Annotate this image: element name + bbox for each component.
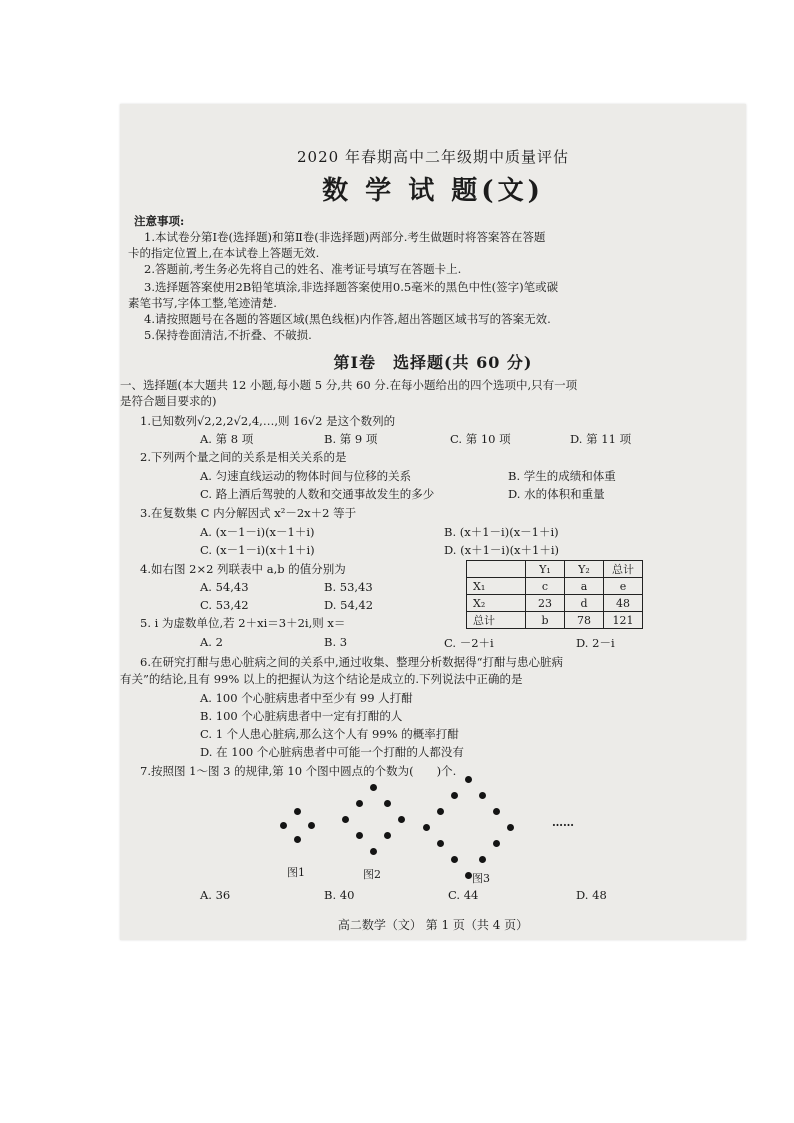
option-a: A. 匀速直线运动的物体时间与位移的关系 (200, 469, 412, 483)
notice-item: 卡的指定位置上,在本试卷上答题无效. (128, 246, 320, 260)
option-c: C. －2＋i (444, 636, 494, 650)
pattern-dot (465, 872, 472, 879)
notice-item: 3.选择题答案使用2B铅笔填涂,非选择题答案使用0.5毫米的黑色中性(签字)笔或碳 (144, 280, 559, 294)
option-b: B. 100 个心脏病患者中一定有打酣的人 (200, 709, 403, 723)
table-cell: Y₁ (526, 561, 565, 578)
question-stem: 6.在研究打酣与患心脏病之间的关系中,通过收集、整理分析数据得“打酣与患心脏病 (140, 655, 564, 669)
pattern-dot (356, 800, 363, 807)
pattern-dot (507, 824, 514, 831)
table-cell: a (565, 578, 604, 595)
page-footer: 高二数学（文） 第 1 页（共 4 页） (337, 918, 529, 932)
table-cell: e (604, 578, 643, 595)
section-intro: 是符合题目要求的) (120, 394, 217, 408)
pattern-dot (356, 832, 363, 839)
question-stem: 7.按照图 1～图 3 的规律,第 10 个图中圆点的个数为( )个. (140, 764, 457, 778)
notice-item: 素笔书写,字体工整,笔迹清楚. (128, 296, 277, 310)
section-intro: 一、选择题(本大题共 12 小题,每小题 5 分,共 60 分.在每小题给出的四个选项中,只有一项 (120, 378, 578, 392)
option-d: D. 54,42 (324, 598, 374, 612)
option-d: D. 第 11 项 (570, 432, 632, 446)
pattern-dot (493, 840, 500, 847)
pattern-dot (370, 848, 377, 855)
option-c: C. 53,42 (200, 598, 249, 612)
pattern-dot (479, 792, 486, 799)
section-heading: 第Ⅰ卷 选择题(共 60 分) (333, 353, 533, 372)
table-cell (467, 561, 526, 578)
option-b: B. 第 9 项 (324, 432, 378, 446)
contingency-table (466, 560, 643, 629)
pattern-dot (342, 816, 349, 823)
pattern-dot (451, 792, 458, 799)
pattern-dot (384, 832, 391, 839)
option-b: B. (x＋1－i)(x－1＋i) (444, 525, 559, 539)
subject-title: 数 学 试 题(文) (322, 176, 544, 206)
option-a: A. 第 8 项 (200, 432, 254, 446)
figure-label: 图3 (472, 872, 490, 885)
option-c: C. 第 10 项 (450, 432, 511, 446)
notice-heading: 注意事项: (134, 214, 185, 228)
question-stem: 有关”的结论,且有 99% 以上的把握认为这个结论是成立的.下列说法中正确的是 (120, 672, 523, 686)
option-b: B. 3 (324, 635, 348, 649)
option-d: D. 水的体积和重量 (508, 487, 605, 501)
option-c: C. 路上酒后驾驶的人数和交通事故发生的多少 (200, 487, 435, 501)
table-cell: 121 (604, 612, 643, 629)
table-cell: 总计 (467, 612, 526, 629)
pattern-dot (437, 808, 444, 815)
option-b: B. 40 (324, 888, 355, 902)
question-stem: 3.在复数集 C 内分解因式 x²－2x＋2 等于 (140, 506, 357, 520)
option-a: A. 54,43 (200, 580, 249, 594)
exam-title: 2020 年春期高中二年级期中质量评估 (297, 148, 569, 166)
figure-label: 图1 (287, 866, 305, 879)
option-a: A. 2 (200, 635, 223, 649)
notice-item: 2.答题前,考生务必先将自己的姓名、准考证号填写在答题卡上. (144, 262, 462, 276)
option-b: B. 53,43 (324, 580, 373, 594)
option-d: D. 2－i (576, 636, 615, 650)
pattern-dot (493, 808, 500, 815)
notice-item: 5.保持卷面清洁,不折叠、不破损. (144, 328, 312, 342)
ellipsis: …… (552, 816, 574, 829)
question-stem: 2.下列两个量之间的关系是相关关系的是 (140, 450, 347, 464)
option-c: C. 44 (448, 888, 479, 902)
pattern-dot (479, 856, 486, 863)
pattern-dot (280, 822, 287, 829)
option-a: A. (x－1－i)(x－1＋i) (200, 525, 315, 539)
pattern-dot (308, 822, 315, 829)
pattern-dot (294, 836, 301, 843)
pattern-dot (437, 840, 444, 847)
table-cell: c (526, 578, 565, 595)
option-a: A. 100 个心脏病患者中至少有 99 人打酣 (200, 691, 413, 705)
table-cell: Y₂ (565, 561, 604, 578)
option-b: B. 学生的成绩和体重 (508, 469, 616, 483)
pattern-dot (465, 776, 472, 783)
question-stem: 1.已知数列√2,2,2√2,4,…,则 16√2 是这个数列的 (140, 414, 396, 428)
table-row (467, 561, 643, 578)
option-c: C. 1 个人患心脏病,那么这个人有 99% 的概率打酣 (200, 727, 459, 741)
table-row (467, 595, 643, 612)
table-cell: b (526, 612, 565, 629)
table-cell: X₂ (467, 595, 526, 612)
option-a: A. 36 (200, 888, 231, 902)
figure-label: 图2 (363, 868, 381, 881)
option-d: D. 48 (576, 888, 607, 902)
pattern-dot (384, 800, 391, 807)
table-row (467, 612, 643, 629)
pattern-dot (423, 824, 430, 831)
pattern-dot (370, 784, 377, 791)
table-cell: X₁ (467, 578, 526, 595)
table-cell: 23 (526, 595, 565, 612)
question-stem: 4.如右图 2×2 列联表中 a,b 的值分别为 (140, 562, 346, 576)
option-d: D. 在 100 个心脏病患者中可能一个打酣的人都没有 (200, 745, 464, 759)
pattern-dot (398, 816, 405, 823)
table-cell: 48 (604, 595, 643, 612)
pattern-dot (451, 856, 458, 863)
table-row (467, 578, 643, 595)
question-stem: 5. i 为虚数单位,若 2＋xi＝3＋2i,则 x＝ (140, 616, 346, 630)
exam-page (120, 104, 746, 940)
option-d: D. (x＋1－i)(x＋1＋i) (444, 543, 560, 557)
pattern-dot (294, 808, 301, 815)
table-cell: d (565, 595, 604, 612)
table-cell: 78 (565, 612, 604, 629)
notice-item: 4.请按照题号在各题的答题区域(黑色线框)内作答,超出答题区域书写的答案无效. (144, 312, 551, 326)
table-cell: 总计 (604, 561, 643, 578)
notice-item: 1.本试卷分第Ⅰ卷(选择题)和第Ⅱ卷(非选择题)两部分.考生做题时将答案答在答题 (144, 230, 546, 244)
option-c: C. (x－1－i)(x＋1＋i) (200, 543, 315, 557)
